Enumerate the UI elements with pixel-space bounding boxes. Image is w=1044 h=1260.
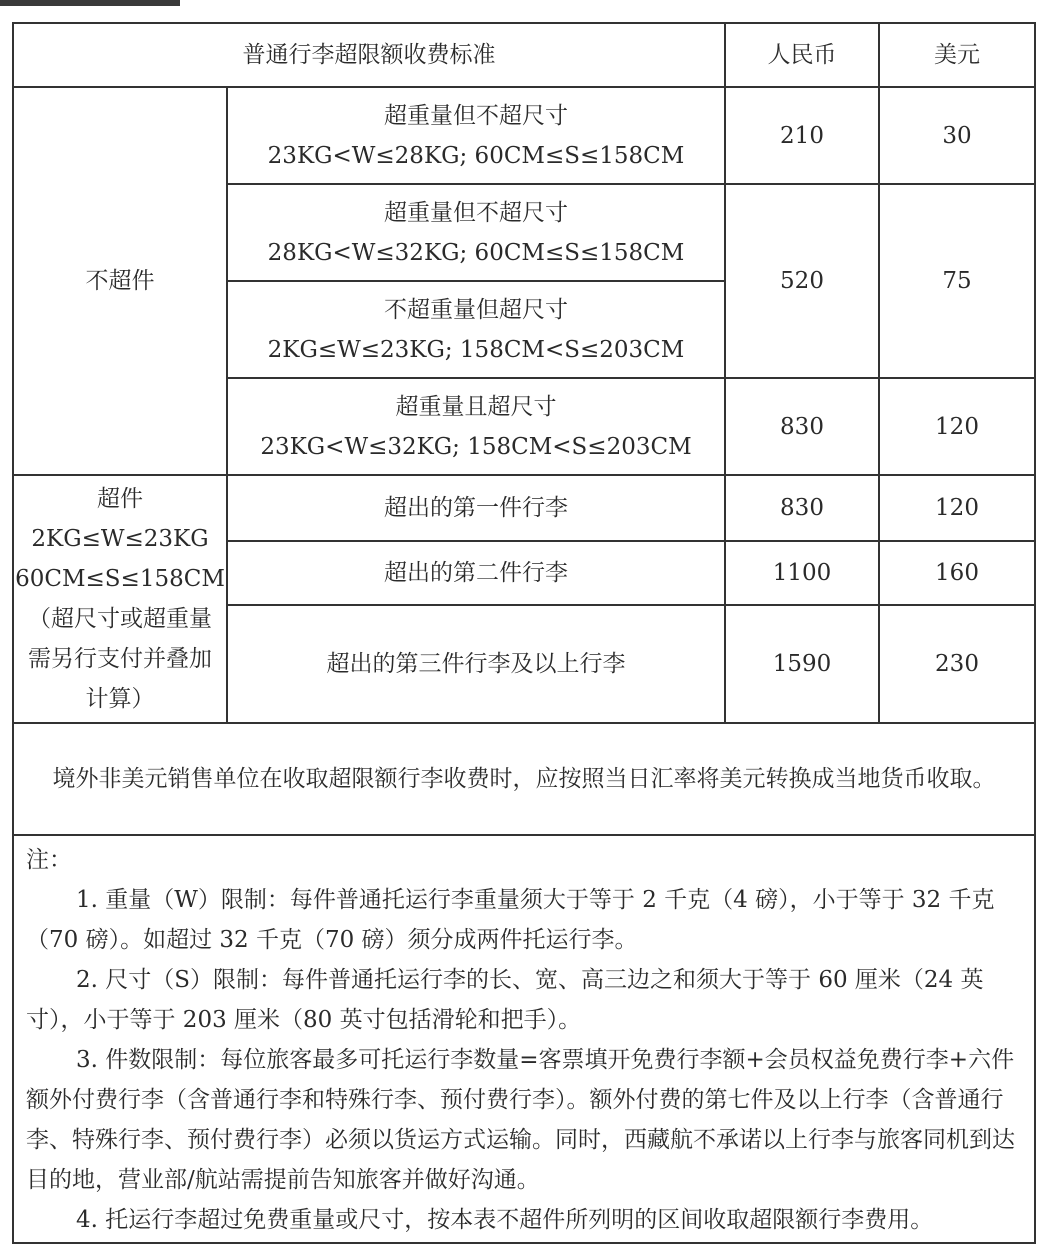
price-usd: 160: [879, 541, 1035, 605]
row-desc: 超出的第一件行李: [227, 475, 725, 541]
note-item: 4. 托运行李超过免费重量或尺寸，按本表不超件所列明的区间收取超限额行李费用。: [76, 1207, 934, 1233]
row-desc-line2: 23KG<W≤32KG; 158CM<S≤203CM: [260, 433, 692, 460]
row-desc-line1: 超重量且超尺寸: [395, 393, 557, 420]
note-item: 3. 件数限制：每位旅客最多可托运行李数量=客票填开免费行李额+会员权益免费行李+六件额外付费行李（含普通行李和特殊行李、预付费行李）。额外付费的第七件及以上行李（含普通行李、特殊行李、预付费行李）必须以货运方式运输。同时，西藏航不承诺以上行李与旅客同机到达目的地，营业部/航站需提前告知旅客并做好沟通。: [26, 1047, 1015, 1193]
notes-block: [13, 835, 1035, 1243]
group-label-not-oversize: 不超件: [13, 87, 227, 475]
row-desc-line1: 不超重量但超尺寸: [384, 296, 568, 323]
price-usd: 230: [879, 605, 1035, 723]
price-rmb: 210: [725, 87, 879, 184]
row-desc-line2: 23KG<W≤28KG; 60CM≤S≤158CM: [267, 142, 685, 169]
price-usd: 120: [879, 378, 1035, 475]
notes-row: [13, 835, 1035, 1243]
price-rmb: 1100: [725, 541, 879, 605]
row-desc-line2: 28KG<W≤32KG; 60CM≤S≤158CM: [267, 239, 685, 266]
price-rmb: 520: [725, 184, 879, 378]
table-header-row: [13, 23, 1035, 87]
note-item: 1. 重量（W）限制：每件普通托运行李重量须大于等于 2 千克（4 磅），小于等于 32 千克（70 磅）。如超过 32 千克（70 磅）须分成两件托运行李。: [26, 887, 995, 953]
price-usd: 120: [879, 475, 1035, 541]
row-desc: 超出的第二件行李: [227, 541, 725, 605]
oversize-label-line: 60CM≤S≤158CM: [15, 566, 225, 592]
row-desc: [227, 184, 725, 281]
oversize-label-line: 计算）: [85, 686, 155, 712]
table-row: [13, 87, 1035, 184]
oversize-label-line: 2KG≤W≤23KG: [31, 526, 209, 552]
oversize-label-line: 需另行支付并叠加: [28, 646, 212, 672]
oversize-label-line: 超件: [97, 486, 143, 512]
group-label-oversize: [13, 475, 227, 723]
row-desc: 超出的第三件行李及以上行李: [227, 605, 725, 723]
price-rmb: 830: [725, 475, 879, 541]
price-usd: 75: [879, 184, 1035, 378]
header-title: 普通行李超限额收费标准: [13, 23, 725, 87]
baggage-fee-table: [12, 22, 1036, 1244]
price-usd: 30: [879, 87, 1035, 184]
price-rmb: 830: [725, 378, 879, 475]
row-desc: [227, 87, 725, 184]
row-desc-line1: 超重量但不超尺寸: [384, 199, 568, 226]
row-desc: [227, 378, 725, 475]
currency-notice: 境外非美元销售单位在收取超限额行李收费时，应按照当日汇率将美元转换成当地货币收取。: [13, 723, 1035, 835]
price-rmb: 1590: [725, 605, 879, 723]
header-rmb: 人民币: [725, 23, 879, 87]
row-desc: [227, 281, 725, 378]
oversize-label-line: （超尺寸或超重量: [28, 606, 212, 632]
notes-heading: 注：: [26, 847, 72, 873]
table-row: [13, 475, 1035, 541]
row-desc-line2: 2KG≤W≤23KG; 158CM<S≤203CM: [267, 336, 685, 363]
cropped-heading-fragment: [0, 0, 180, 6]
notice-row: [13, 723, 1035, 835]
header-usd: 美元: [879, 23, 1035, 87]
row-desc-line1: 超重量但不超尺寸: [384, 102, 568, 129]
note-item: 2. 尺寸（S）限制：每件普通托运行李的长、宽、高三边之和须大于等于 60 厘米（24 英寸），小于等于 203 厘米（80 英寸包括滑轮和把手）。: [26, 967, 984, 1033]
